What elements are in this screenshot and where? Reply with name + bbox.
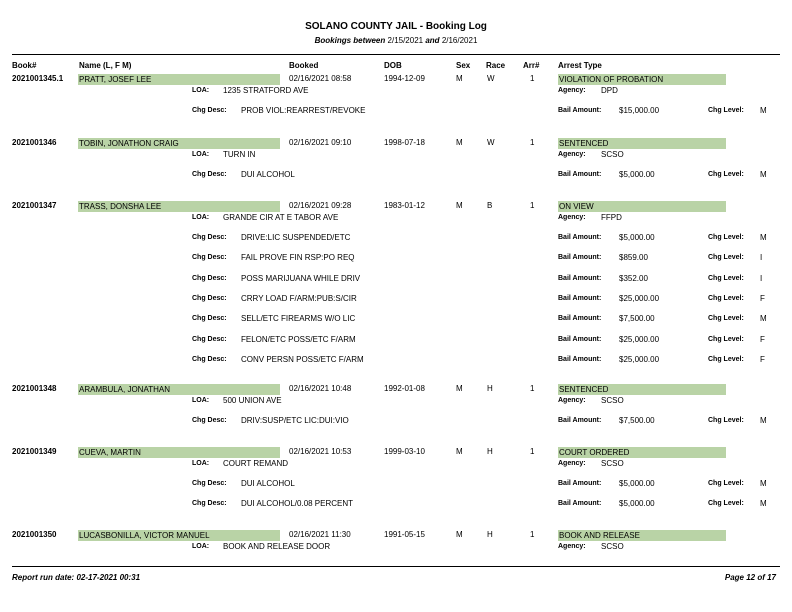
bail-amount-label: Bail Amount: — [558, 234, 602, 241]
charge-description: DUI ALCOHOL/0.08 PERCENT — [241, 499, 354, 509]
booked-datetime: 02/16/2021 09:10 — [289, 138, 352, 147]
agency-label: Agency: — [558, 151, 586, 158]
loa-label: LOA: — [192, 460, 210, 467]
bail-amount-label: Bail Amount: — [558, 254, 602, 262]
booked-datetime: 02/16/2021 09:28 — [289, 201, 352, 210]
date-from: 2/15/2021 — [387, 36, 424, 45]
arrest-type: COURT ORDERED — [558, 447, 726, 458]
charge-level: F — [760, 334, 765, 344]
charge-desc-label: Chg Desc: — [192, 335, 227, 343]
charge-level-label: Chg Level: — [708, 335, 744, 343]
arrest-type: ON VIEW — [558, 201, 726, 212]
race: B — [487, 201, 493, 210]
agency: SCSO — [601, 396, 624, 405]
arrest-type: BOOK AND RELEASE — [558, 530, 726, 541]
charge-level-label: Chg Level: — [708, 171, 744, 178]
charge-level: M — [760, 499, 767, 509]
sex: M — [456, 201, 463, 210]
booked-datetime: 02/16/2021 08:58 — [289, 74, 352, 83]
inmate-name: TOBIN, JONATHON CRAIG — [78, 138, 280, 149]
sex: M — [456, 447, 463, 456]
bail-amount-label: Bail Amount: — [558, 315, 602, 323]
charge-desc-label: Chg Desc: — [192, 294, 227, 302]
charge-level-label: Chg Level: — [708, 315, 744, 323]
charge-level: I — [760, 273, 763, 283]
col-header-book: Book# — [12, 61, 37, 70]
charge-level: M — [760, 233, 767, 242]
bail-amount: $25,000.00 — [619, 293, 660, 303]
charge-description: POSS MARIJUANA WHILE DRIV — [241, 273, 361, 283]
bail-amount: $15,000.00 — [619, 106, 660, 115]
bail-amount: $7,500.00 — [619, 314, 655, 324]
charge-level: I — [760, 253, 763, 263]
charge-level-label: Chg Level: — [708, 417, 744, 424]
sex: M — [456, 530, 463, 539]
agency-label: Agency: — [558, 214, 586, 221]
bail-amount-label: Bail Amount: — [558, 355, 602, 363]
charge-desc-label: Chg Desc: — [192, 234, 227, 241]
agency-label: Agency: — [558, 460, 586, 467]
arrest-count: 1 — [530, 530, 535, 539]
loa-label: LOA: — [192, 214, 210, 221]
booking-number: 2021001348 — [12, 384, 57, 393]
page-number: Page 12 of 17 — [724, 573, 776, 582]
charge-desc-label: Chg Desc: — [192, 315, 227, 323]
charge-level-label: Chg Level: — [708, 294, 744, 302]
col-header-booked: Booked — [289, 61, 319, 70]
footer-rule — [12, 566, 780, 567]
charge-desc-label: Chg Desc: — [192, 171, 227, 178]
bail-amount-label: Bail Amount: — [558, 274, 602, 282]
sex: M — [456, 384, 463, 393]
agency: SCSO — [601, 542, 624, 551]
charge-description: CRRY LOAD F/ARM:PUB:S/CIR — [241, 293, 357, 303]
sex: M — [456, 138, 463, 147]
bail-amount: $352.00 — [619, 273, 648, 283]
report-run-date: Report run date: 02-17-2021 00:31 — [12, 573, 141, 582]
charge-level: M — [760, 314, 767, 324]
charge-description: DUI ALCOHOL — [241, 170, 295, 179]
booking-number: 2021001345.1 — [12, 74, 64, 83]
report-subtitle — [0, 36, 792, 45]
booking-number: 2021001349 — [12, 447, 57, 456]
inmate-name: PRATT, JOSEF LEE — [78, 74, 280, 85]
agency-label: Agency: — [558, 87, 586, 94]
charge-description: SELL/ETC FIREARMS W/O LIC — [241, 314, 356, 324]
agency: FFPD — [601, 213, 622, 222]
col-header-name: Name (L, F M) — [79, 61, 132, 70]
charge-level: M — [760, 106, 767, 115]
subtitle-and: and — [425, 36, 440, 45]
booking-number: 2021001350 — [12, 530, 57, 539]
arrest-count: 1 — [530, 201, 535, 210]
bail-amount: $859.00 — [619, 253, 648, 263]
booked-datetime: 02/16/2021 10:53 — [289, 447, 352, 456]
bail-amount: $5,000.00 — [619, 170, 655, 179]
charge-desc-label: Chg Desc: — [192, 254, 227, 262]
subtitle-prefix: Bookings between — [314, 36, 386, 45]
bail-amount-label: Bail Amount: — [558, 171, 602, 178]
bail-amount-label: Bail Amount: — [558, 500, 602, 508]
charge-description: FELON/ETC POSS/ETC F/ARM — [241, 334, 356, 344]
bail-amount-label: Bail Amount: — [558, 107, 602, 114]
inmate-name: LUCASBONILLA, VICTOR MANUEL — [78, 530, 280, 541]
race: H — [487, 447, 493, 456]
charge-description: DRIVE:LIC SUSPENDED/ETC — [241, 233, 351, 242]
bail-amount: $25,000.00 — [619, 334, 660, 344]
charge-level: M — [760, 170, 767, 179]
loa-label: LOA: — [192, 87, 210, 94]
charge-level: F — [760, 293, 765, 303]
charge-level-label: Chg Level: — [708, 480, 744, 487]
bail-amount: $5,000.00 — [619, 499, 655, 509]
agency-label: Agency: — [558, 397, 586, 404]
inmate-name: TRASS, DONSHA LEE — [78, 201, 280, 212]
location-of-arrest: TURN IN — [223, 150, 256, 159]
charge-desc-label: Chg Desc: — [192, 107, 227, 114]
charge-description: CONV PERSN POSS/ETC F/ARM — [241, 354, 364, 364]
race: H — [487, 384, 493, 393]
location-of-arrest: 500 UNION AVE — [223, 396, 282, 405]
agency: SCSO — [601, 459, 624, 468]
col-header-arr: Arr# — [523, 61, 540, 70]
arrest-count: 1 — [530, 384, 535, 393]
charge-description: DUI ALCOHOL — [241, 479, 295, 488]
bail-amount-label: Bail Amount: — [558, 417, 602, 424]
col-header-dob: DOB — [384, 61, 402, 70]
charge-level: F — [760, 354, 765, 364]
col-header-race: Race — [486, 61, 506, 70]
date-of-birth: 1998-07-18 — [384, 138, 425, 147]
date-of-birth: 1994-12-09 — [384, 74, 425, 83]
loa-label: LOA: — [192, 543, 210, 550]
bail-amount-label: Bail Amount: — [558, 480, 602, 487]
charge-description: DRIV:SUSP/ETC LIC:DUI:VIO — [241, 416, 349, 425]
location-of-arrest: GRANDE CIR AT E TABOR AVE — [223, 213, 339, 222]
loa-label: LOA: — [192, 397, 210, 404]
charge-description: FAIL PROVE FIN RSP:PO REQ — [241, 253, 355, 263]
date-to: 2/16/2021 — [441, 36, 478, 45]
bail-amount: $25,000.00 — [619, 354, 660, 364]
arrest-type: SENTENCED — [558, 384, 726, 395]
bail-amount: $5,000.00 — [619, 479, 655, 488]
booking-number: 2021001346 — [12, 138, 57, 147]
arrest-type: SENTENCED — [558, 138, 726, 149]
report-title: SOLANO COUNTY JAIL - Booking Log — [305, 21, 487, 32]
arrest-count: 1 — [530, 138, 535, 147]
charge-level: M — [760, 479, 767, 488]
col-header-arrest-type: Arrest Type — [558, 61, 602, 70]
date-of-birth: 1992-01-08 — [384, 384, 425, 393]
agency: DPD — [601, 86, 618, 95]
charge-level-label: Chg Level: — [708, 274, 744, 282]
header-rule — [12, 54, 780, 55]
booked-datetime: 02/16/2021 11:30 — [289, 530, 351, 539]
charge-desc-label: Chg Desc: — [192, 355, 227, 363]
location-of-arrest: COURT REMAND — [223, 459, 289, 468]
arrest-count: 1 — [530, 447, 535, 456]
bail-amount-label: Bail Amount: — [558, 335, 602, 343]
date-of-birth: 1983-01-12 — [384, 201, 425, 210]
bail-amount-label: Bail Amount: — [558, 294, 602, 302]
charge-level-label: Chg Level: — [708, 500, 744, 508]
charge-desc-label: Chg Desc: — [192, 480, 227, 487]
charge-level-label: Chg Level: — [708, 355, 744, 363]
bail-amount: $7,500.00 — [619, 416, 655, 425]
location-of-arrest: 1235 STRATFORD AVE — [223, 86, 309, 95]
charge-desc-label: Chg Desc: — [192, 274, 227, 282]
agency-label: Agency: — [558, 543, 586, 550]
arrest-count: 1 — [530, 74, 535, 83]
charge-level: M — [760, 416, 767, 425]
race: H — [487, 530, 493, 539]
bail-amount: $5,000.00 — [619, 233, 655, 242]
booking-number: 2021001347 — [12, 201, 57, 210]
date-of-birth: 1999-03-10 — [384, 447, 425, 456]
race: W — [487, 138, 495, 147]
charge-level-label: Chg Level: — [708, 234, 744, 241]
charge-desc-label: Chg Desc: — [192, 417, 227, 424]
agency: SCSO — [601, 150, 624, 159]
charge-description: PROB VIOL:REARREST/REVOKE — [241, 106, 366, 115]
loa-label: LOA: — [192, 151, 210, 158]
charge-desc-label: Chg Desc: — [192, 500, 227, 508]
col-header-sex: Sex — [456, 61, 471, 70]
booked-datetime: 02/16/2021 10:48 — [289, 384, 352, 393]
date-of-birth: 1991-05-15 — [384, 530, 425, 539]
location-of-arrest: BOOK AND RELEASE DOOR — [223, 542, 331, 551]
inmate-name: ARAMBULA, JONATHAN — [78, 384, 280, 395]
arrest-type: VIOLATION OF PROBATION — [558, 74, 726, 85]
charge-level-label: Chg Level: — [708, 254, 744, 262]
race: W — [487, 74, 495, 83]
charge-level-label: Chg Level: — [708, 107, 744, 114]
sex: M — [456, 74, 463, 83]
inmate-name: CUEVA, MARTIN — [78, 447, 280, 458]
